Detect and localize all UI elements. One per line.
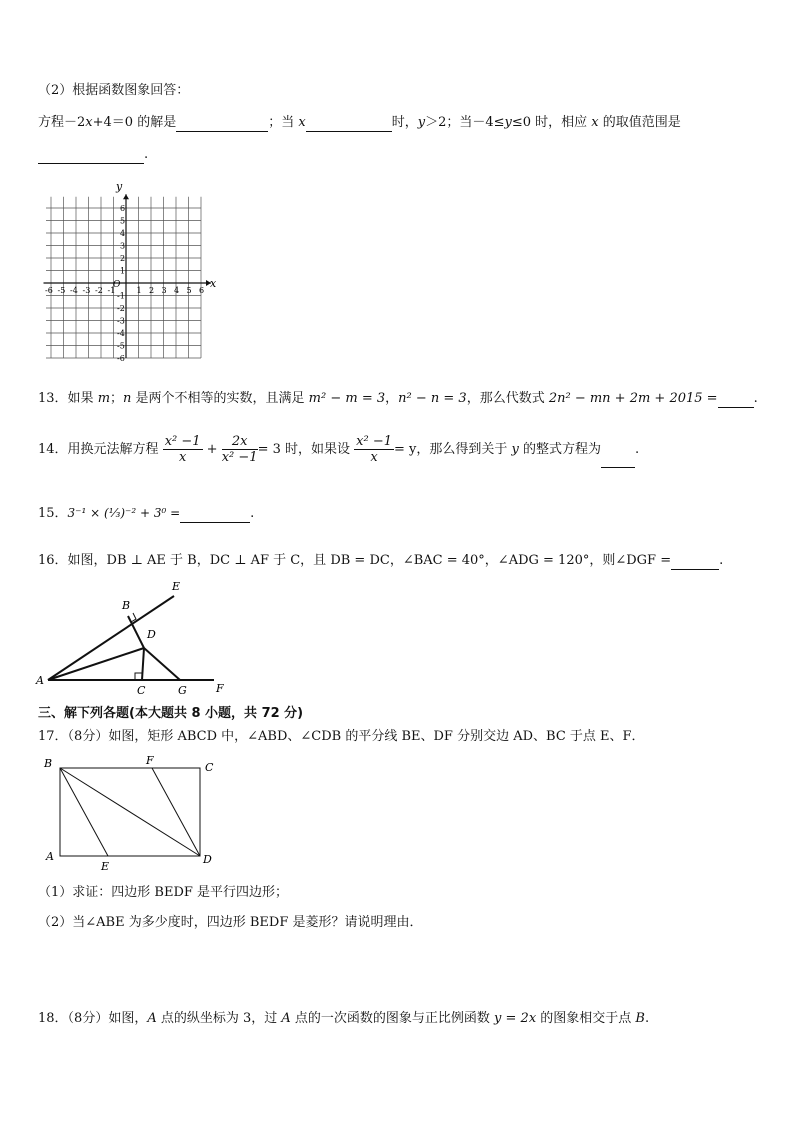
segment-dg: [144, 648, 180, 680]
q16-answer-blank[interactable]: [671, 555, 719, 570]
q13-answer-blank[interactable]: [718, 393, 754, 408]
q17-part1: （1）求证：四边形 BEDF 是平行四边形；: [38, 885, 289, 900]
x-tick-label: -2: [95, 286, 103, 295]
q14-fraction-1-den: x: [178, 450, 187, 465]
x-tick-label: -4: [70, 286, 78, 295]
q15-end: .: [250, 506, 255, 521]
q12-answer-blank-1[interactable]: [176, 117, 268, 132]
diagonal-bd: [60, 768, 200, 856]
q18-function: y = 2x: [494, 1011, 537, 1026]
q14-text-c: = y，那么得到关于: [393, 442, 512, 457]
y-tick-label: 3: [120, 241, 126, 251]
q14-text-a: 14．用换元法解方程: [38, 442, 159, 457]
q13-eq1: m² − m = 3: [308, 391, 386, 406]
x-tick-label: -3: [82, 286, 91, 295]
q16-figure: [34, 576, 244, 698]
q18-text-b: 点的纵坐标为 3，过: [156, 1011, 282, 1026]
q13-text-b: 是两个不相等的实数，且满足: [131, 391, 309, 406]
q13-expr: 2n² − mn + 2m + 2015 =: [548, 391, 718, 406]
q12-line1: [38, 114, 681, 132]
x-tick-label: -6: [45, 286, 53, 295]
q12-var-x: x: [85, 115, 93, 130]
q12-answer-blank-3[interactable]: [38, 149, 144, 164]
fig16-label-f: F: [216, 682, 224, 695]
fig16-label-d: D: [147, 628, 156, 641]
q18-point-a2: A: [281, 1011, 291, 1026]
x-tick-label: 2: [149, 286, 155, 295]
q18-text-c: 点的一次函数的图象与正比例函数: [290, 1011, 495, 1026]
fig16-label-b: B: [122, 599, 131, 612]
segment-be: [60, 768, 108, 856]
q15-text-a: 15．: [38, 506, 68, 521]
y-tick-label: 1: [120, 266, 126, 276]
y-tick-label: -2: [117, 304, 125, 313]
q13-var-n: n: [123, 391, 132, 406]
q18-end: .: [644, 1011, 650, 1026]
segment-ad: [48, 648, 144, 680]
y-tick-label: 6: [120, 204, 126, 213]
q14-fraction-2-num: 2x: [222, 434, 258, 450]
fig16-label-c: C: [137, 684, 146, 697]
q14-fraction-3-num: x² −1: [356, 434, 392, 449]
q14-fraction-3: [354, 434, 394, 465]
q12-text-e: ＞2；当－4≤: [425, 115, 505, 130]
q14-end: .: [635, 442, 640, 457]
grid-axes: [44, 194, 212, 358]
q15-answer-blank[interactable]: [180, 508, 250, 523]
q17-figure: [38, 752, 228, 876]
q12-var-y2: y: [504, 115, 512, 130]
segment-df: [152, 768, 200, 856]
q13-eq2: n² − n = 3: [398, 391, 467, 406]
q14-fraction-2-den: x² −1: [221, 450, 258, 465]
fig17-label-a: A: [46, 850, 54, 863]
q14-fraction-2: [222, 434, 258, 465]
y-tick-label: 4: [120, 229, 126, 238]
grid-origin-label: O: [113, 280, 121, 290]
q13-end: .: [753, 391, 758, 406]
fig17-label-e: E: [101, 860, 110, 873]
q15: [38, 504, 254, 523]
q18-point-a: A: [147, 1011, 157, 1026]
q12-line2-end: .: [144, 147, 149, 162]
q16: [38, 552, 723, 570]
y-tick-label: -1: [117, 291, 125, 301]
q14-fraction-1: [163, 434, 203, 465]
fig16-label-g: G: [178, 684, 187, 697]
q13-sep: ；: [110, 391, 124, 406]
q13-text-a: 13．如果: [38, 391, 98, 406]
q18-point-b: B: [635, 1011, 645, 1026]
fig17-label-c: C: [205, 761, 214, 774]
q14-text-b: = 3 时，如果设: [257, 442, 350, 457]
x-tick-label: -5: [57, 286, 66, 295]
section-3-heading: 三、解下列各题(本大题共 8 小题，共 72 分): [38, 706, 304, 721]
segment-dc: [142, 648, 144, 680]
q18: [38, 1010, 649, 1028]
q12-text-f: ≤0 时，相应: [511, 115, 592, 130]
q18-text-d: 的图象相交于点: [536, 1011, 636, 1026]
x-tick-label: 3: [161, 286, 167, 295]
q12-var-y: y: [417, 115, 426, 130]
q14-fraction-1-num: x² −1: [164, 434, 201, 449]
x-tick-label: 5: [186, 286, 192, 295]
x-tick-label: -1: [107, 286, 116, 295]
q13-text-c: ，那么代数式: [466, 391, 549, 406]
y-tick-label: -4: [117, 329, 125, 338]
q17-part2: （2）当∠ABE 为多少度时，四边形 BEDF 是菱形？请说明理由．: [38, 915, 423, 930]
fig17-label-f: F: [146, 754, 154, 767]
y-axis-arrow: [123, 194, 129, 199]
q14: [38, 432, 639, 468]
fig17-label-b: B: [44, 757, 53, 770]
q12-part2-label: （2）根据函数图象回答：: [38, 83, 190, 98]
y-tick-label: -5: [117, 341, 125, 351]
grid-x-axis-label: x: [210, 277, 217, 290]
q13-var-m: m: [97, 391, 111, 406]
q12-var-x2: x: [298, 115, 306, 130]
y-tick-label: 2: [120, 254, 126, 263]
q12-text-c: ；当: [268, 115, 299, 130]
q13: [38, 390, 758, 408]
q14-text-d: 的整式方程为: [518, 442, 601, 457]
x-tick-label: 6: [199, 286, 205, 295]
q14-plus: +: [206, 442, 218, 457]
q18-text-a: 18．（8分）如图，: [38, 1011, 148, 1026]
q12-text-a: 方程－2: [38, 115, 86, 130]
q17-text: 17．（8分）如图，矩形 ABCD 中，∠ABD、∠CDB 的平分线 BE、DF 分别交边 AD、BC 于点 E、F．: [38, 729, 645, 744]
fig16-label-a: A: [36, 674, 44, 687]
q12-var-x3: x: [591, 115, 599, 130]
q14-var-y: y: [511, 442, 519, 457]
q14-answer-blank[interactable]: [601, 447, 635, 468]
y-tick-label: 5: [120, 216, 126, 226]
q16-end: .: [719, 553, 724, 568]
q12-text-g: 的取值范围是: [598, 115, 681, 130]
grid-y-axis-label: y: [116, 180, 123, 193]
q12-answer-blank-2[interactable]: [306, 117, 392, 132]
right-angle-c: [135, 673, 142, 680]
q13-comma: ，: [385, 391, 399, 406]
y-tick-label: -6: [117, 354, 125, 363]
q14-fraction-3-den: x: [370, 450, 378, 465]
q16-text: 16．如图，DB ⊥ AE 于 B，DC ⊥ AF 于 C，且 DB = DC，∠BAC = 40°，∠ADG = 120°，则∠DGF =: [38, 553, 672, 568]
x-tick-label: 4: [174, 286, 180, 295]
x-tick-label: 1: [136, 286, 142, 295]
coordinate-grid: [34, 176, 224, 364]
fig17-label-d: D: [203, 853, 212, 866]
fig16-label-e: E: [172, 580, 181, 593]
q15-expr: 3⁻¹ × (⅓)⁻² + 3⁰ =: [67, 506, 181, 520]
q12-text-d: 时，: [391, 115, 418, 130]
q12-text-b: +4＝0 的解是: [92, 115, 177, 130]
y-tick-label: -3: [117, 316, 125, 326]
q12-line2: [38, 146, 148, 164]
